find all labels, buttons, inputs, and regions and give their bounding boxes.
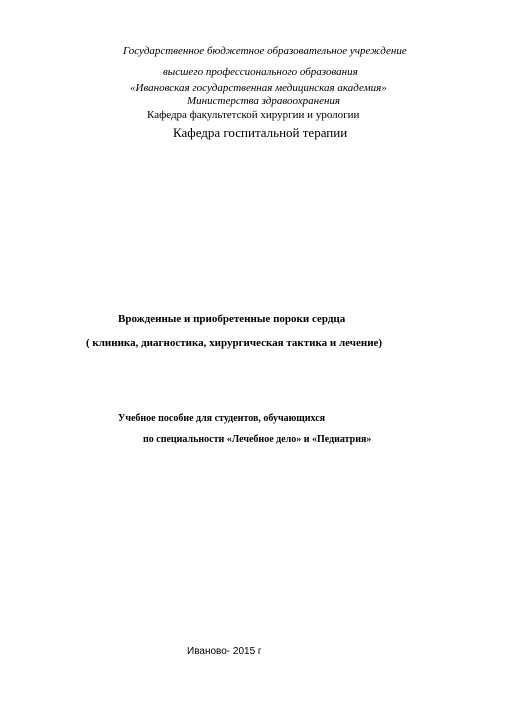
academy-name: «Ивановская государственная медицинская академия» xyxy=(130,82,387,94)
institution-type: Государственное бюджетное образовательное учреждение xyxy=(123,45,407,57)
subtitle-line-2: по специальности «Лечебное дело» и «Педиатрия» xyxy=(143,434,372,445)
ministry-name: Министерства здравоохранения xyxy=(187,95,341,107)
department-surgery: Кафедра факультетской хирургии и урологии xyxy=(147,109,360,121)
title-line-1: Врожденные и приобретенные пороки сердца xyxy=(118,313,346,325)
department-therapy: Кафедра госпитальной терапии xyxy=(173,125,348,140)
education-level: высшего профессионального образования xyxy=(163,66,358,78)
title-line-2: ( клиника, диагностика, хирургическая тактика и лечение) xyxy=(86,337,383,349)
subtitle-line-1: Учебное пособие для студентов, обучающихся xyxy=(118,413,326,424)
place-year: Иваново- 2015 г xyxy=(187,646,262,657)
